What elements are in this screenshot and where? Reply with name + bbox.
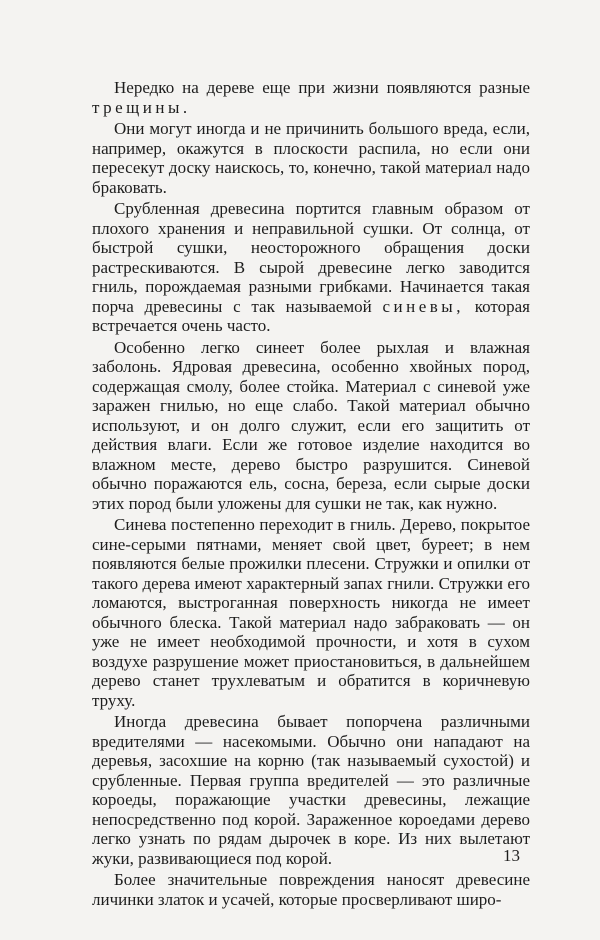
paragraph-3 — [92, 199, 530, 336]
paragraph-7 — [92, 870, 530, 909]
spaced-word-blue-stain: синевы, — [382, 296, 464, 316]
paragraph-3-text-start: Срубленная древесина портится главным образом от плохого хранения и неправильной сушки. От солнца, от быстрой сушки, неосторожного обращения доски растрескиваются. В сырой древесине легко заводится гниль, порождаемая разными грибками. Начинается такая порча древесины с так называемой — [92, 199, 530, 316]
paragraph-6 — [92, 712, 530, 868]
paragraph-3-text-end: которая встречается очень часто. — [92, 296, 530, 335]
text-block — [92, 78, 530, 911]
paragraph-4 — [92, 338, 530, 514]
paragraph-1-text: Нередко на дереве еще при жизни появляются разные — [114, 78, 530, 97]
paragraph-5-text: Синева постепенно переходит в гниль. Дерево, покрытое сине-серыми пятнами, меняет свой цвет, буреет; в нем появляются белые прожилки плесени. Стружки и опилки от такого дерева имеют характерный запах гнили. Стружки его ломаются, выстроганная поверхность никогда не имеет обычного блеска. Такой материал надо забраковать — он уже не имеет необходимой прочности, и хотя в сухом воздухе разрушение может приостановиться, в дальнейшем дерево станет трухлеватым и обратится в коричневую труху. — [92, 515, 530, 710]
paragraph-2-text: Они могут иногда и не причинить большого вреда, если, например, окажутся в плоскости распила, но если они пересекут доску наискось, то, конечно, такой материал надо браковать. — [92, 119, 530, 197]
paragraph-5 — [92, 515, 530, 710]
paragraph-4-text: Особенно легко синеет более рыхлая и влажная заболонь. Ядровая древесина, особенно хвойных пород, содержащая смолу, более стойка. Материал с синевой уже заражен гнилью, но еще слабо. Такой материал обычно используют, и он долго служит, если его защитить от действия влаги. Если же готовое изделие находится во влажном месте, дерево быстро разрушится. Синевой обычно поражаются ель, сосна, береза, если сырые доски этих пород были уложены для сушки не так, как нужно. — [92, 337, 530, 513]
page-number: 13 — [503, 846, 520, 865]
paragraph-1 — [92, 78, 530, 117]
paragraph-2 — [92, 119, 530, 197]
paragraph-7-text: Более значительные повреждения наносят древесине личинки златок и усачей, которые просверливают широ- — [92, 870, 530, 909]
spaced-word-cracks: трещины. — [92, 97, 191, 117]
paragraph-6-text: Иногда древесина бывает попорчена различными вредителями — насекомыми. Обычно они нападают на деревья, засохшие на корню (так называемый сухостой) и срубленные. Первая группа вредителей — это различные короеды, поражающие участки древесины, лежащие непосредственно под корой. Зараженное короедами дерево легко узнать по рядам дырочек в коре. Из них вылетают жуки, развивающиеся под корой. — [92, 712, 530, 868]
